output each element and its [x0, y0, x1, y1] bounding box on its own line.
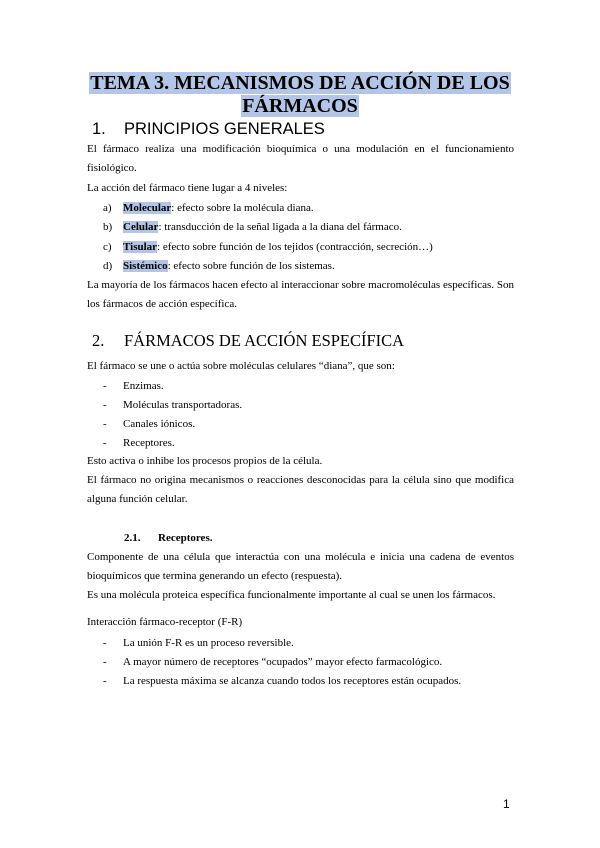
- list-marker: -: [103, 418, 107, 430]
- paragraph: El fármaco se une o actúa sobre moléculas celulares “diana”, que son:: [87, 360, 395, 372]
- section-1-heading: [92, 120, 325, 139]
- highlighted-term: Sistémico: [123, 260, 168, 272]
- section-number: 1.: [92, 120, 106, 138]
- subsection-title: Receptores.: [158, 532, 213, 544]
- item-text: A mayor número de receptores “ocupados” mayor efecto farmacológico.: [123, 656, 443, 668]
- highlighted-term: Molecular: [123, 202, 172, 214]
- list-marker: -: [103, 637, 107, 649]
- page-number: 1: [503, 797, 510, 811]
- item-text: Moléculas transportadoras.: [123, 399, 243, 411]
- list-marker: a): [103, 202, 112, 214]
- paragraph: Interacción fármaco-receptor (F-R): [87, 616, 243, 628]
- list-marker: -: [103, 437, 107, 449]
- paragraph: El fármaco realiza una modificación bioquímica o una modulación en el funcionamiento fisiológico.: [87, 143, 514, 174]
- highlighted-term: Tisular: [123, 241, 158, 253]
- list-marker: b): [103, 221, 113, 233]
- section-title: FÁRMACOS DE ACCIÓN ESPECÍFICA: [124, 331, 405, 350]
- document-title-line-2: [0, 95, 600, 117]
- item-text: Receptores.: [123, 437, 175, 449]
- paragraph: Esto activa o inhibe los procesos propios de la célula.: [87, 455, 323, 467]
- item-text: La respuesta máxima se alcanza cuando todos los receptores están ocupados.: [123, 675, 462, 687]
- list-marker: c): [103, 241, 112, 253]
- title-highlight: FÁRMACOS: [242, 95, 358, 117]
- highlighted-term: Celular: [123, 221, 159, 233]
- list-marker: -: [103, 399, 107, 411]
- list-marker: -: [103, 675, 107, 687]
- title-highlight: TEMA 3. MECANISMOS DE ACCIÓN DE LOS: [90, 72, 510, 94]
- subsection-number: 2.1.: [124, 532, 141, 544]
- paragraph: El fármaco no origina mecanismos o reacciones desconocidas para la célula sino que modifica alguna función celular.: [87, 474, 514, 505]
- list-marker: d): [103, 260, 113, 272]
- paragraph: Es una molécula proteica específica funcionalmente importante al cual se unen los fármacos.: [87, 589, 496, 601]
- item-text: Canales iónicos.: [123, 418, 196, 430]
- paragraph: Componente de una célula que interactúa con una molécula e inicia una cadena de eventos bioquímicos que termina generando un efecto (respuesta).: [87, 551, 514, 582]
- list-marker: -: [103, 656, 107, 668]
- paragraph: La mayoría de los fármacos hacen efecto al interaccionar sobre macromoléculas específicas. Son los fármacos de acción específica.: [87, 279, 514, 310]
- item-text: La unión F-R es un proceso reversible.: [123, 637, 294, 649]
- section-title: PRINCIPIOS GENERALES: [124, 120, 325, 138]
- paragraph: La acción del fármaco tiene lugar a 4 niveles:: [87, 182, 288, 194]
- document-title-line-1: [0, 72, 600, 94]
- item-text: Enzimas.: [123, 380, 164, 392]
- item-text: : efecto sobre función de los sistemas.: [167, 260, 335, 272]
- section-number: 2.: [92, 331, 105, 350]
- item-text: : efecto sobre función de los tejidos (contracción, secreción…): [157, 241, 433, 253]
- list-marker: -: [103, 380, 107, 392]
- item-text: : transducción de la señal ligada a la diana del fármaco.: [158, 221, 402, 233]
- section-2-heading: [92, 331, 404, 351]
- item-text: : efecto sobre la molécula diana.: [171, 202, 314, 214]
- subsection-heading: [124, 532, 212, 544]
